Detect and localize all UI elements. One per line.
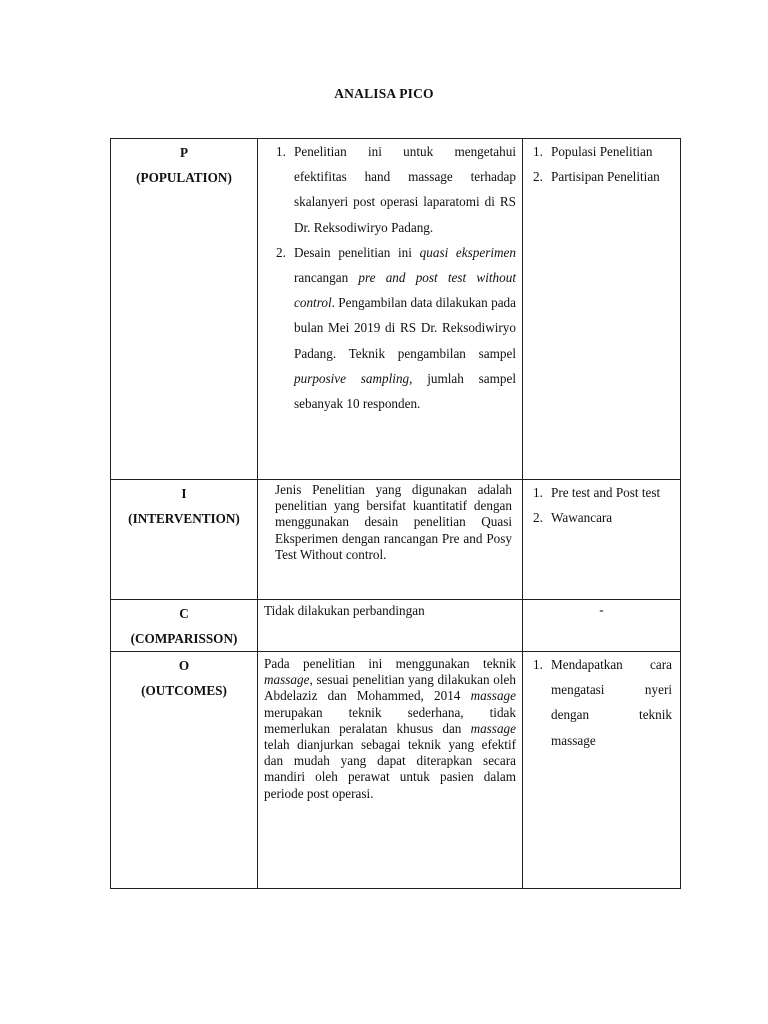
population-item-2: Desain penelitian ini quasi eksperimen rancangan pre and post test without control. Pengambilan data dilakukan pada bulan Mei 2019 di RS Dr. Reksodiwiryo Padang. Teknik pengambilan sampel purposive sampling, jumlah sampel sebanyak 10 responden. — [294, 244, 516, 412]
outcomes-text: Pada penelitian ini menggunakan teknik massage, sesuai penelitian yang dilakukan oleh Abdelaziz dan Mohammed, 2014 massage merupakan teknik sederhana, tidak memerlukan peralatan khusus dan massage telah dianjurkan sebagai teknik yang efektif dan mudah yang dapat diterapkan secara mandiri oleh perawat untuk pasien dalam periode post operasi. — [264, 656, 516, 801]
outcomes-letter: O — [178, 658, 190, 673]
comparison-text: Tidak dilakukan perbandingan — [264, 603, 425, 618]
intervention-note-2: Wawancara — [551, 510, 613, 526]
population-note-2: Partisipan Penelitian — [551, 169, 660, 185]
population-letter: P — [179, 145, 189, 160]
intervention-content-cell — [258, 480, 523, 600]
pico-table — [110, 138, 681, 889]
intervention-text: Jenis Penelitian yang digunakan adalah penelitian yang bersifat kuantitatif dengan menggunakan desain penelitian Quasi Eksperimen dengan rancangan Pre and Posy Test Without control. — [275, 482, 512, 562]
table-row-outcomes — [111, 652, 681, 889]
outcomes-label: (OUTCOMES) — [141, 683, 227, 698]
population-notes-cell — [523, 139, 681, 480]
intervention-label: (INTERVENTION) — [128, 511, 240, 526]
table-row-intervention — [111, 480, 681, 600]
outcomes-notes-cell — [523, 652, 681, 889]
comparison-letter: C — [179, 606, 189, 621]
population-list — [258, 139, 522, 416]
outcomes-note-1: Mendapatkan cara mengatasi nyeri dengan teknik massage — [551, 657, 672, 748]
document-title: ANALISA PICO — [334, 86, 434, 101]
comparison-header-cell — [111, 600, 258, 652]
intervention-notes-list — [523, 480, 680, 530]
population-note-1: Populasi Penelitian — [551, 144, 653, 159]
comparison-notes-cell — [523, 600, 681, 652]
outcomes-content-cell — [258, 652, 523, 889]
outcomes-header-cell — [111, 652, 258, 889]
population-notes-list — [523, 139, 680, 189]
intervention-notes-cell — [523, 480, 681, 600]
table-row-population — [111, 139, 681, 480]
comparison-label: (COMPARISSON) — [130, 631, 238, 646]
comparison-note: - — [599, 602, 604, 617]
intervention-letter: I — [181, 486, 187, 501]
comparison-content-cell — [258, 600, 523, 652]
population-label: (POPULATION) — [136, 170, 232, 185]
table-row-comparison — [111, 600, 681, 652]
intervention-note-1: Pre test and Post test — [551, 485, 661, 500]
intervention-header-cell — [111, 480, 258, 600]
population-content-cell — [258, 139, 523, 480]
population-header-cell — [111, 139, 258, 480]
outcomes-notes-list — [523, 652, 680, 753]
population-item-1: Penelitian ini untuk mengetahui efektifitas hand massage terhadap skalanyeri post operasi laparatomi di RS Dr. Reksodiwiryo Padang. — [294, 144, 516, 235]
